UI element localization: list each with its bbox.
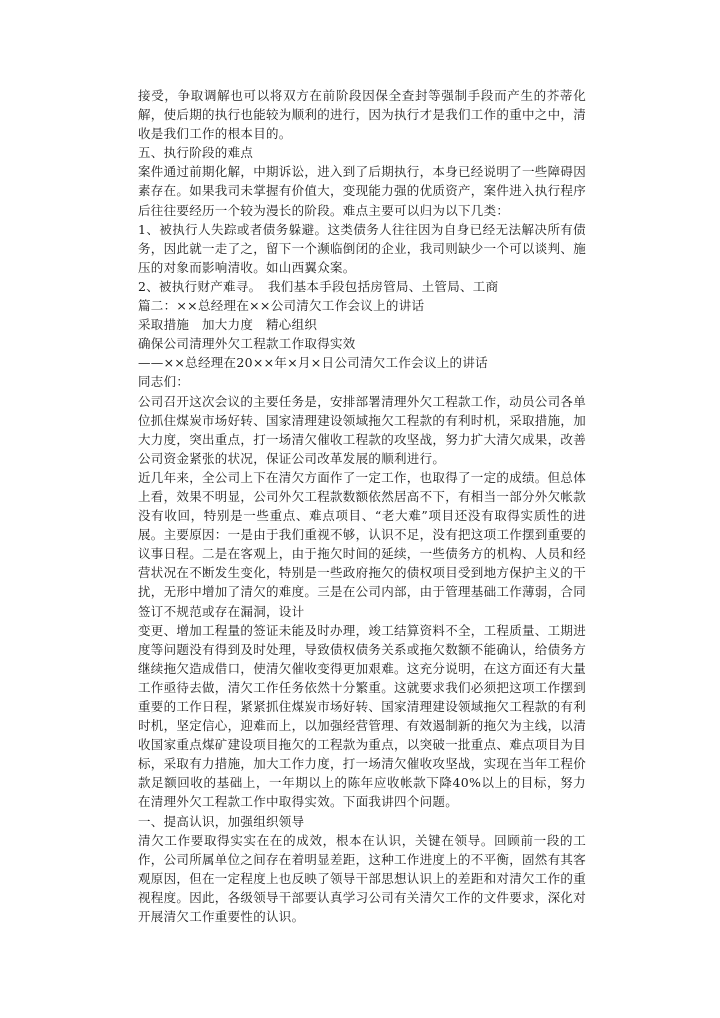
section-heading-1: 一、提高认识，加强组织领导 (138, 813, 305, 829)
paragraph-3: 1、被执行人失踪或者债务躲避。这类债务人往往因为自身已经无法解决所有债务，因此就一走了之，留下一个濒临倒闭的企业，我司则缺少一个可以谈判、施压的对象而影响清收。如山西翼众案。 (138, 221, 587, 275)
paragraph-2: 案件通过前期化解，中期诉讼，进入到了后期执行，本身已经说明了一些障碍因素存在。如果我司未掌握有价值大，变现能力强的优质资产，案件进入执行程序后往往要经历一个较为漫长的阶段。难点主要可以归为以下几类： (138, 164, 587, 218)
section-heading-5: 五、执行阶段的难点 (138, 145, 254, 161)
article-title: 篇二：××总经理在××公司清欠工作会议上的讲话 (138, 298, 425, 314)
paragraph-1: 接受，争取调解也可以将双方在前阶段因保全查封等强制手段而产生的芥蒂化解，使后期的执行也能较为顺利的进行，因为执行才是我们工作的重中之中，清收是我们工作的根本目的。 (138, 88, 587, 142)
speech-title-line-1: 采取措施 加大力度 精心组织 (138, 317, 318, 333)
salutation: 同志们： (138, 374, 190, 390)
speech-subtitle: ——××总经理在20××年×月×日公司清欠工作会议上的讲话 (138, 355, 488, 371)
speech-title-line-2: 确保公司清理外欠工程款工作取得实效 (138, 336, 356, 352)
paragraph-4: 2、被执行财产难寻。 我们基本手段包括房管局、土管局、工商 (138, 278, 499, 294)
paragraph-6: 近几年来，全公司上下在清欠方面作了一定工作，也取得了一定的成绩。但总体上看，效果不明显，公司外欠工程款数额依然居高不下，有相当一部分外欠帐款没有收回，特别是一些重点、难点项目、“老大难”项目还没有取得实质性的进展。主要原因：一是由于我们重视不够，认识不足，没有把这项工作摆到重要的议事日程。二是在客观上，由于拖欠时间的延续，一些债务方的机构、人员和经营状况在不断发生变化，特别是一些政府拖欠的债权项目受到地方保护主义的干扰，无形中增加了清欠的难度。三是在公司内部，由于管理基础工作薄弱，合同签订不规范或存在漏洞，设计 (138, 469, 587, 619)
paragraph-7: 变更、增加工程量的签证未能及时办理，竣工结算资料不全，工程质量、工期进度等问题没有得到及时处理，导致债权债务关系或拖欠数额不能确认，给债务方继续拖欠造成借口，使清欠催收变得更加艰难。这充分说明，在这方面还有大量工作亟待去做，清欠工作任务依然十分繁重。这就要求我们必须把这项工作摆到重要的工作日程，紧紧抓住煤炭市场好转、国家清理建设领域拖欠工程款的有利时机，坚定信心，迎难而上，以加强经营管理、有效遏制新的拖欠为主线，以清收国家重点煤矿建设项目拖欠的工程款为重点，以突破一批重点、难点项目为目标，采取有力措施，加大工作力度，打一场清欠催收攻坚战，实现在当年工程价款足额回收的基础上，一年期以上的陈年应收帐款下降40%以上的目标，努力在清理外欠工程款工作中取得实效。下面我讲四个问题。 (138, 622, 587, 810)
paragraph-8: 清欠工作要取得实实在在的成效，根本在认识，关键在领导。回顾前一段的工作，公司所属单位之间存在着明显差距，这种工作进度上的不平衡，固然有其客观原因，但在一定程度上也反映了领导干部思想认识上的差距和对清欠工作的重视程度。因此，各级领导干部要认真学习公司有关清欠工作的文件要求，深化对开展清欠工作重要性的认识。 (138, 832, 587, 925)
paragraph-5: 公司召开这次会议的主要任务是，安排部署清理外欠工程款工作，动员公司各单位抓住煤炭市场好转、国家清理建设领域拖欠工程款的有利时机，采取措施，加大力度，突出重点，打一场清欠催收工程款的攻坚战，努力扩大清欠成果，改善公司资金紧张的状况，保证公司改革发展的顺利进行。 (138, 393, 587, 466)
document-body (138, 86, 586, 926)
